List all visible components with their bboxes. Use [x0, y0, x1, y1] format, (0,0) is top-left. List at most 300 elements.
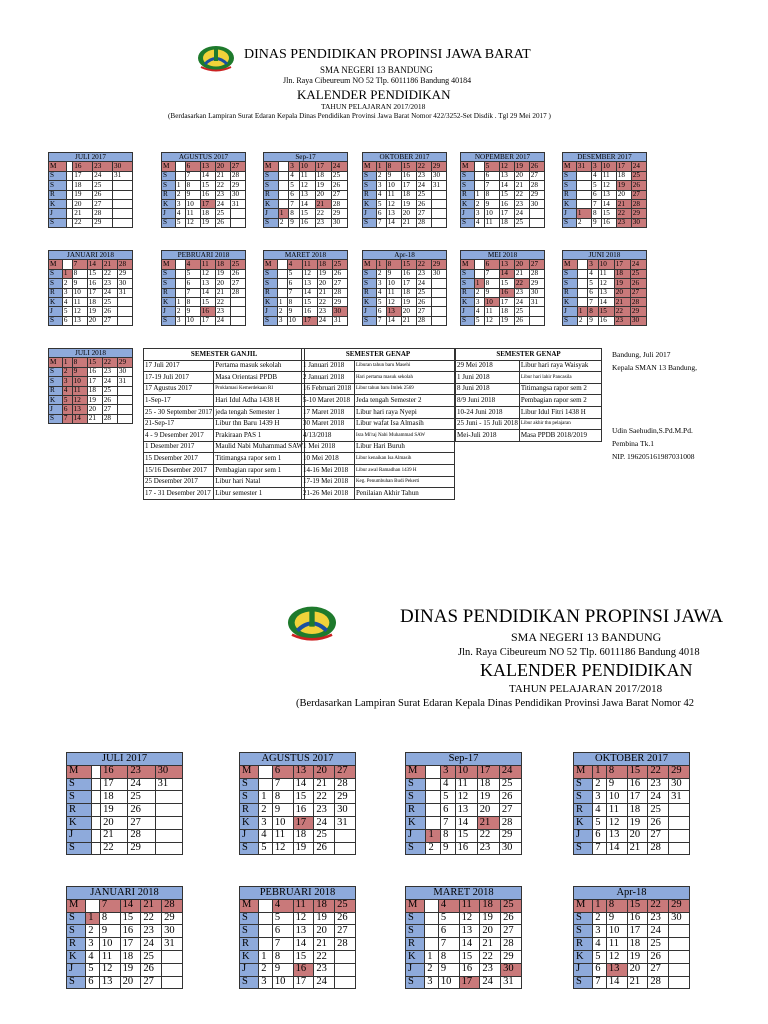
date-cell [431, 316, 446, 325]
event-description: Maulid Nabi Muhammad SAW [214, 441, 305, 453]
day-label: J [406, 829, 426, 842]
date-cell: 4 [62, 386, 72, 395]
date-cell: 10 [99, 938, 120, 951]
date-cell: 2 [62, 367, 72, 376]
date-cell: 20 [401, 307, 416, 316]
day-label: K [574, 816, 593, 829]
date-cell: 22 [314, 950, 335, 963]
date-cell: 23 [93, 162, 113, 171]
date-cell [117, 386, 132, 395]
day-label: S [162, 316, 176, 325]
date-cell: 4 [474, 218, 484, 227]
day-label: K [264, 297, 278, 306]
date-cell: 25 [335, 899, 356, 912]
event-description: Titimangsa rapor sem 1 [214, 453, 305, 465]
date-cell: 23 [314, 804, 335, 817]
date-cell: 15 [455, 829, 477, 842]
date-cell [426, 791, 441, 804]
date-cell: 25 [102, 297, 117, 306]
day-label: S [406, 778, 426, 791]
date-cell: 31 [431, 181, 446, 190]
date-cell: 19 [401, 297, 416, 306]
day-label: K [67, 950, 86, 963]
date-cell: 5 [438, 912, 459, 925]
date-cell: 22 [102, 269, 117, 278]
event-description: Libur wafat Isa Almasih [354, 418, 454, 430]
date-cell: 10 [606, 791, 627, 804]
date-cell [155, 829, 182, 842]
date-cell: 26 [141, 963, 162, 976]
day-label: K [264, 199, 279, 208]
date-cell: 3 [593, 925, 607, 938]
month-calendar [405, 886, 522, 989]
day-label: S [406, 791, 426, 804]
date-cell: 9 [484, 288, 499, 297]
date-cell: 16 [601, 218, 616, 227]
date-cell: 26 [93, 190, 113, 199]
day-label: M [162, 162, 176, 171]
month-calendar [573, 752, 690, 855]
date-cell [155, 842, 182, 855]
date-cell: 11 [386, 288, 401, 297]
date-cell: 1 [62, 358, 72, 367]
date-cell: 10 [455, 765, 477, 778]
date-cell [117, 405, 132, 414]
date-cell: 17 [499, 297, 514, 306]
day-label: K [162, 297, 176, 306]
date-cell: 6 [376, 209, 386, 218]
date-cell: 2 [259, 804, 273, 817]
date-cell: 29 [117, 269, 132, 278]
date-cell: 10 [272, 816, 293, 829]
event-description: Pembagian rapor sem 2 [519, 395, 601, 407]
date-cell: 3 [376, 181, 386, 190]
date-cell: 1 [62, 269, 72, 278]
date-cell: 12 [499, 162, 514, 171]
signature-position: Kepala SMAN 13 Bandung, [612, 363, 697, 372]
date-cell: 14 [459, 938, 480, 951]
date-cell [335, 842, 356, 855]
date-cell: 23 [102, 367, 117, 376]
event-description: Libur Idul Fitri 1438 H [519, 406, 601, 418]
date-cell: 19 [614, 279, 630, 288]
date-cell: 7 [376, 218, 386, 227]
date-cell: 26 [630, 279, 646, 288]
day-label: K [461, 199, 475, 208]
date-cell [278, 181, 288, 190]
date-cell: 24 [514, 209, 529, 218]
page2-year: TAHUN PELAJARAN 2017/2018 [509, 683, 663, 695]
date-cell: 22 [73, 218, 93, 227]
day-label: J [240, 963, 259, 976]
date-cell: 12 [455, 791, 477, 804]
date-cell: 29 [230, 181, 245, 190]
date-cell: 22 [141, 912, 162, 925]
event-description: Libur akhir thn pelajaran [519, 418, 601, 430]
date-cell: 1 [577, 307, 587, 316]
date-cell [175, 279, 185, 288]
day-label: J [363, 209, 377, 218]
month-name: OKTOBER 2017 [363, 153, 447, 162]
date-cell: 8 [588, 307, 598, 316]
day-label: R [363, 190, 377, 199]
date-cell: 16 [101, 765, 128, 778]
date-cell: 29 [631, 209, 646, 218]
day-label: R [574, 804, 593, 817]
date-cell: 19 [514, 162, 529, 171]
event-date: 1 Mei 2018 [302, 441, 355, 453]
date-cell: 30 [669, 912, 690, 925]
month-name: JULI 2018 [49, 349, 133, 358]
day-label: S [363, 181, 377, 190]
date-cell: 7 [591, 199, 601, 208]
day-label: S [49, 414, 63, 423]
date-cell [162, 963, 183, 976]
date-cell [577, 279, 587, 288]
date-cell: 21 [401, 316, 416, 325]
date-cell: 27 [335, 925, 356, 938]
date-cell [431, 279, 446, 288]
date-cell [162, 976, 183, 989]
date-cell: 29 [431, 260, 446, 269]
day-label: S [461, 218, 475, 227]
date-cell: 8 [99, 912, 120, 925]
date-cell: 2 [376, 269, 386, 278]
month-name: JUNI 2018 [563, 251, 647, 260]
date-cell [175, 171, 185, 180]
date-cell: 27 [332, 279, 347, 288]
date-cell: 16 [627, 912, 648, 925]
date-cell: 20 [614, 288, 630, 297]
date-cell: 25 [416, 288, 431, 297]
date-cell: 10 [484, 209, 499, 218]
date-cell: 7 [289, 199, 299, 208]
date-cell [669, 963, 690, 976]
date-cell: 5 [591, 181, 601, 190]
date-cell: 13 [72, 405, 87, 414]
date-cell: 30 [499, 842, 521, 855]
month-name: Apr-18 [574, 887, 690, 900]
date-cell: 16 [293, 804, 314, 817]
date-cell: 1 [593, 899, 607, 912]
date-cell [474, 260, 484, 269]
day-label: M [563, 260, 578, 269]
date-cell: 28 [648, 842, 669, 855]
date-cell [474, 181, 484, 190]
day-label: S [264, 316, 278, 325]
date-cell: 19 [480, 912, 501, 925]
date-cell: 18 [314, 899, 335, 912]
date-cell: 26 [631, 181, 646, 190]
day-label: J [264, 209, 279, 218]
date-cell: 30 [669, 778, 690, 791]
date-cell: 13 [99, 976, 120, 989]
date-cell: 12 [293, 912, 314, 925]
day-label: R [406, 938, 425, 951]
date-cell: 8 [272, 791, 293, 804]
page2-heading: KALENDER PENDIDIKAN [480, 660, 693, 680]
date-cell: 14 [302, 288, 317, 297]
date-cell: 18 [480, 899, 501, 912]
day-label: S [574, 925, 593, 938]
date-cell: 4 [86, 950, 100, 963]
date-cell: 16 [73, 162, 93, 171]
day-label: S [363, 218, 377, 227]
date-cell: 2 [426, 842, 441, 855]
date-cell: 19 [499, 316, 514, 325]
day-label: R [406, 804, 426, 817]
date-cell [117, 414, 132, 423]
date-cell: 5 [86, 963, 100, 976]
month-calendar [263, 250, 348, 326]
date-cell: 16 [455, 842, 477, 855]
day-label: K [49, 395, 63, 404]
date-cell: 15 [627, 765, 648, 778]
date-cell: 2 [593, 912, 607, 925]
month-name: Apr-18 [363, 251, 447, 260]
date-cell: 2 [278, 218, 288, 227]
date-cell: 12 [72, 395, 87, 404]
date-cell: 24 [331, 162, 347, 171]
date-cell: 8 [606, 765, 627, 778]
date-cell: 10 [72, 288, 87, 297]
date-cell: 8 [438, 950, 459, 963]
date-cell: 2 [175, 307, 185, 316]
date-cell: 14 [293, 938, 314, 951]
month-name: PEBRUARI 2018 [162, 251, 246, 260]
school-logo [196, 44, 236, 74]
day-label: S [264, 181, 279, 190]
event-description: Libur kenaikan Isa Almasih [354, 453, 454, 465]
date-cell: 23 [477, 842, 499, 855]
date-cell: 25 [501, 899, 522, 912]
date-cell: 9 [606, 912, 627, 925]
date-cell: 15 [302, 297, 317, 306]
month-name: JANUARI 2018 [67, 887, 183, 900]
date-cell: 21 [317, 288, 332, 297]
date-cell: 1 [474, 279, 484, 288]
date-cell: 4 [441, 778, 456, 791]
date-cell: 6 [484, 171, 499, 180]
date-cell: 2 [86, 925, 100, 938]
month-calendar [362, 250, 447, 326]
event-date: 17 Agustus 2017 [144, 383, 214, 395]
event-description: Prakiraan PAS 1 [214, 430, 305, 442]
event-date: 2 Januari 2018 [302, 372, 355, 384]
date-cell: 14 [386, 316, 401, 325]
date-cell: 16 [200, 190, 215, 199]
date-cell: 20 [73, 199, 93, 208]
date-cell: 26 [314, 842, 335, 855]
date-cell [117, 297, 132, 306]
date-cell: 8 [484, 279, 499, 288]
date-cell [576, 199, 591, 208]
date-cell: 6 [376, 307, 386, 316]
day-label: S [363, 279, 377, 288]
date-cell: 10 [601, 162, 616, 171]
date-cell: 19 [293, 842, 314, 855]
date-cell: 8 [484, 190, 499, 199]
date-cell: 25 [128, 791, 155, 804]
date-cell: 1 [278, 209, 288, 218]
date-cell: 29 [529, 190, 544, 199]
date-cell [335, 963, 356, 976]
date-cell [529, 307, 544, 316]
day-label: K [162, 199, 176, 208]
date-cell: 5 [376, 297, 386, 306]
date-cell: 1 [474, 190, 484, 199]
date-cell: 14 [293, 778, 314, 791]
date-cell: 7 [272, 778, 293, 791]
event-date: 16 Februari 2018 [302, 383, 355, 395]
date-cell: 20 [87, 316, 102, 325]
day-label: J [49, 209, 67, 218]
date-cell: 10 [272, 976, 293, 989]
date-cell [92, 842, 101, 855]
date-cell: 29 [335, 791, 356, 804]
month-calendar [66, 752, 183, 855]
date-cell: 14 [200, 288, 215, 297]
date-cell: 3 [376, 279, 386, 288]
date-cell: 5 [593, 816, 607, 829]
month-calendar [460, 250, 545, 326]
date-cell: 27 [648, 963, 669, 976]
date-cell: 18 [120, 950, 141, 963]
date-cell: 20 [317, 279, 332, 288]
day-label: S [49, 269, 63, 278]
date-cell [669, 925, 690, 938]
event-description: Hari pertama masuk sekolah [354, 372, 454, 384]
date-cell: 31 [117, 377, 132, 386]
month-name: AGUSTUS 2017 [240, 753, 356, 766]
date-cell: 11 [200, 260, 215, 269]
date-cell: 1 [175, 181, 185, 190]
day-label: K [406, 816, 426, 829]
date-cell: 4 [185, 260, 200, 269]
date-cell: 15 [499, 190, 514, 199]
date-cell: 4 [289, 171, 299, 180]
date-cell: 17 [101, 778, 128, 791]
date-cell: 8 [386, 260, 401, 269]
event-description: Masa PPDB 2018/2019 [519, 430, 601, 442]
date-cell: 3 [474, 209, 484, 218]
date-cell: 8 [72, 269, 87, 278]
day-label: S [363, 316, 377, 325]
date-cell: 3 [259, 976, 273, 989]
day-label: S [240, 842, 259, 855]
date-cell: 14 [200, 171, 215, 180]
date-cell [62, 260, 72, 269]
day-label: S [563, 316, 578, 325]
date-cell: 25 [314, 829, 335, 842]
date-cell: 28 [331, 199, 347, 208]
month-name: Sep-17 [264, 153, 348, 162]
date-cell: 27 [141, 976, 162, 989]
day-label: K [406, 950, 425, 963]
date-cell: 14 [455, 816, 477, 829]
day-label: R [162, 190, 176, 199]
day-label: R [240, 938, 259, 951]
date-cell: 24 [102, 377, 117, 386]
date-cell: 15 [87, 269, 102, 278]
day-label: S [162, 269, 176, 278]
date-cell: 23 [514, 199, 529, 208]
page1-title: DINAS PENDIDIKAN PROPINSI JAWA BARAT [244, 47, 531, 62]
date-cell: 7 [593, 842, 607, 855]
date-cell: 6 [272, 925, 293, 938]
month-name: JANUARI 2018 [49, 251, 133, 260]
date-cell [425, 925, 439, 938]
date-cell: 13 [293, 765, 314, 778]
page1-year: TAHUN PELAJARAN 2017/2018 [321, 102, 426, 111]
day-label: R [563, 190, 577, 199]
month-name: MARET 2018 [406, 887, 522, 900]
day-label: S [563, 269, 578, 278]
event-date: 29 Mei 2018 [456, 360, 520, 372]
date-cell: 27 [501, 925, 522, 938]
day-label: M [162, 260, 176, 269]
date-cell: 4 [593, 938, 607, 951]
date-cell: 12 [601, 181, 616, 190]
date-cell: 9 [588, 316, 598, 325]
day-label: J [67, 829, 92, 842]
event-description: Libur hari raya Nyepi [354, 406, 454, 418]
day-label: S [240, 791, 259, 804]
date-cell: 8 [386, 162, 401, 171]
date-cell: 28 [335, 938, 356, 951]
date-cell: 12 [72, 307, 87, 316]
date-cell [577, 260, 587, 269]
date-cell: 23 [317, 307, 332, 316]
date-cell: 18 [616, 171, 631, 180]
date-cell: 11 [299, 171, 315, 180]
day-label: S [461, 316, 475, 325]
day-label: S [49, 171, 67, 180]
event-description: Isra Mi'raj Nabi Muhammad SAW [354, 430, 454, 442]
date-cell: 5 [289, 181, 299, 190]
date-cell: 8 [287, 297, 302, 306]
date-cell: 19 [73, 190, 93, 199]
date-cell: 25 [499, 778, 521, 791]
date-cell: 13 [499, 171, 514, 180]
event-date: 1 Juni 2018 [456, 372, 520, 384]
date-cell: 26 [331, 181, 347, 190]
date-cell: 21 [614, 297, 630, 306]
date-cell: 29 [332, 297, 347, 306]
date-cell: 26 [501, 912, 522, 925]
date-cell: 23 [616, 218, 631, 227]
date-cell: 29 [93, 218, 113, 227]
date-cell [576, 190, 591, 199]
date-cell: 22 [616, 209, 631, 218]
date-cell: 8 [441, 829, 456, 842]
date-cell [113, 218, 133, 227]
event-date: 4/13/2018 [302, 430, 355, 442]
date-cell: 25 [630, 269, 646, 278]
month-calendar [66, 886, 183, 989]
date-cell: 4 [593, 804, 607, 817]
event-date: 15 Desember 2017 [144, 453, 214, 465]
date-cell: 26 [215, 218, 230, 227]
date-cell: 26 [648, 816, 669, 829]
day-label: S [162, 171, 176, 180]
date-cell: 14 [499, 181, 514, 190]
date-cell: 21 [514, 181, 529, 190]
event-description: jeda tengah Semester 1 [214, 406, 305, 418]
date-cell: 11 [293, 899, 314, 912]
day-label: J [162, 307, 176, 316]
date-cell: 4 [175, 209, 185, 218]
